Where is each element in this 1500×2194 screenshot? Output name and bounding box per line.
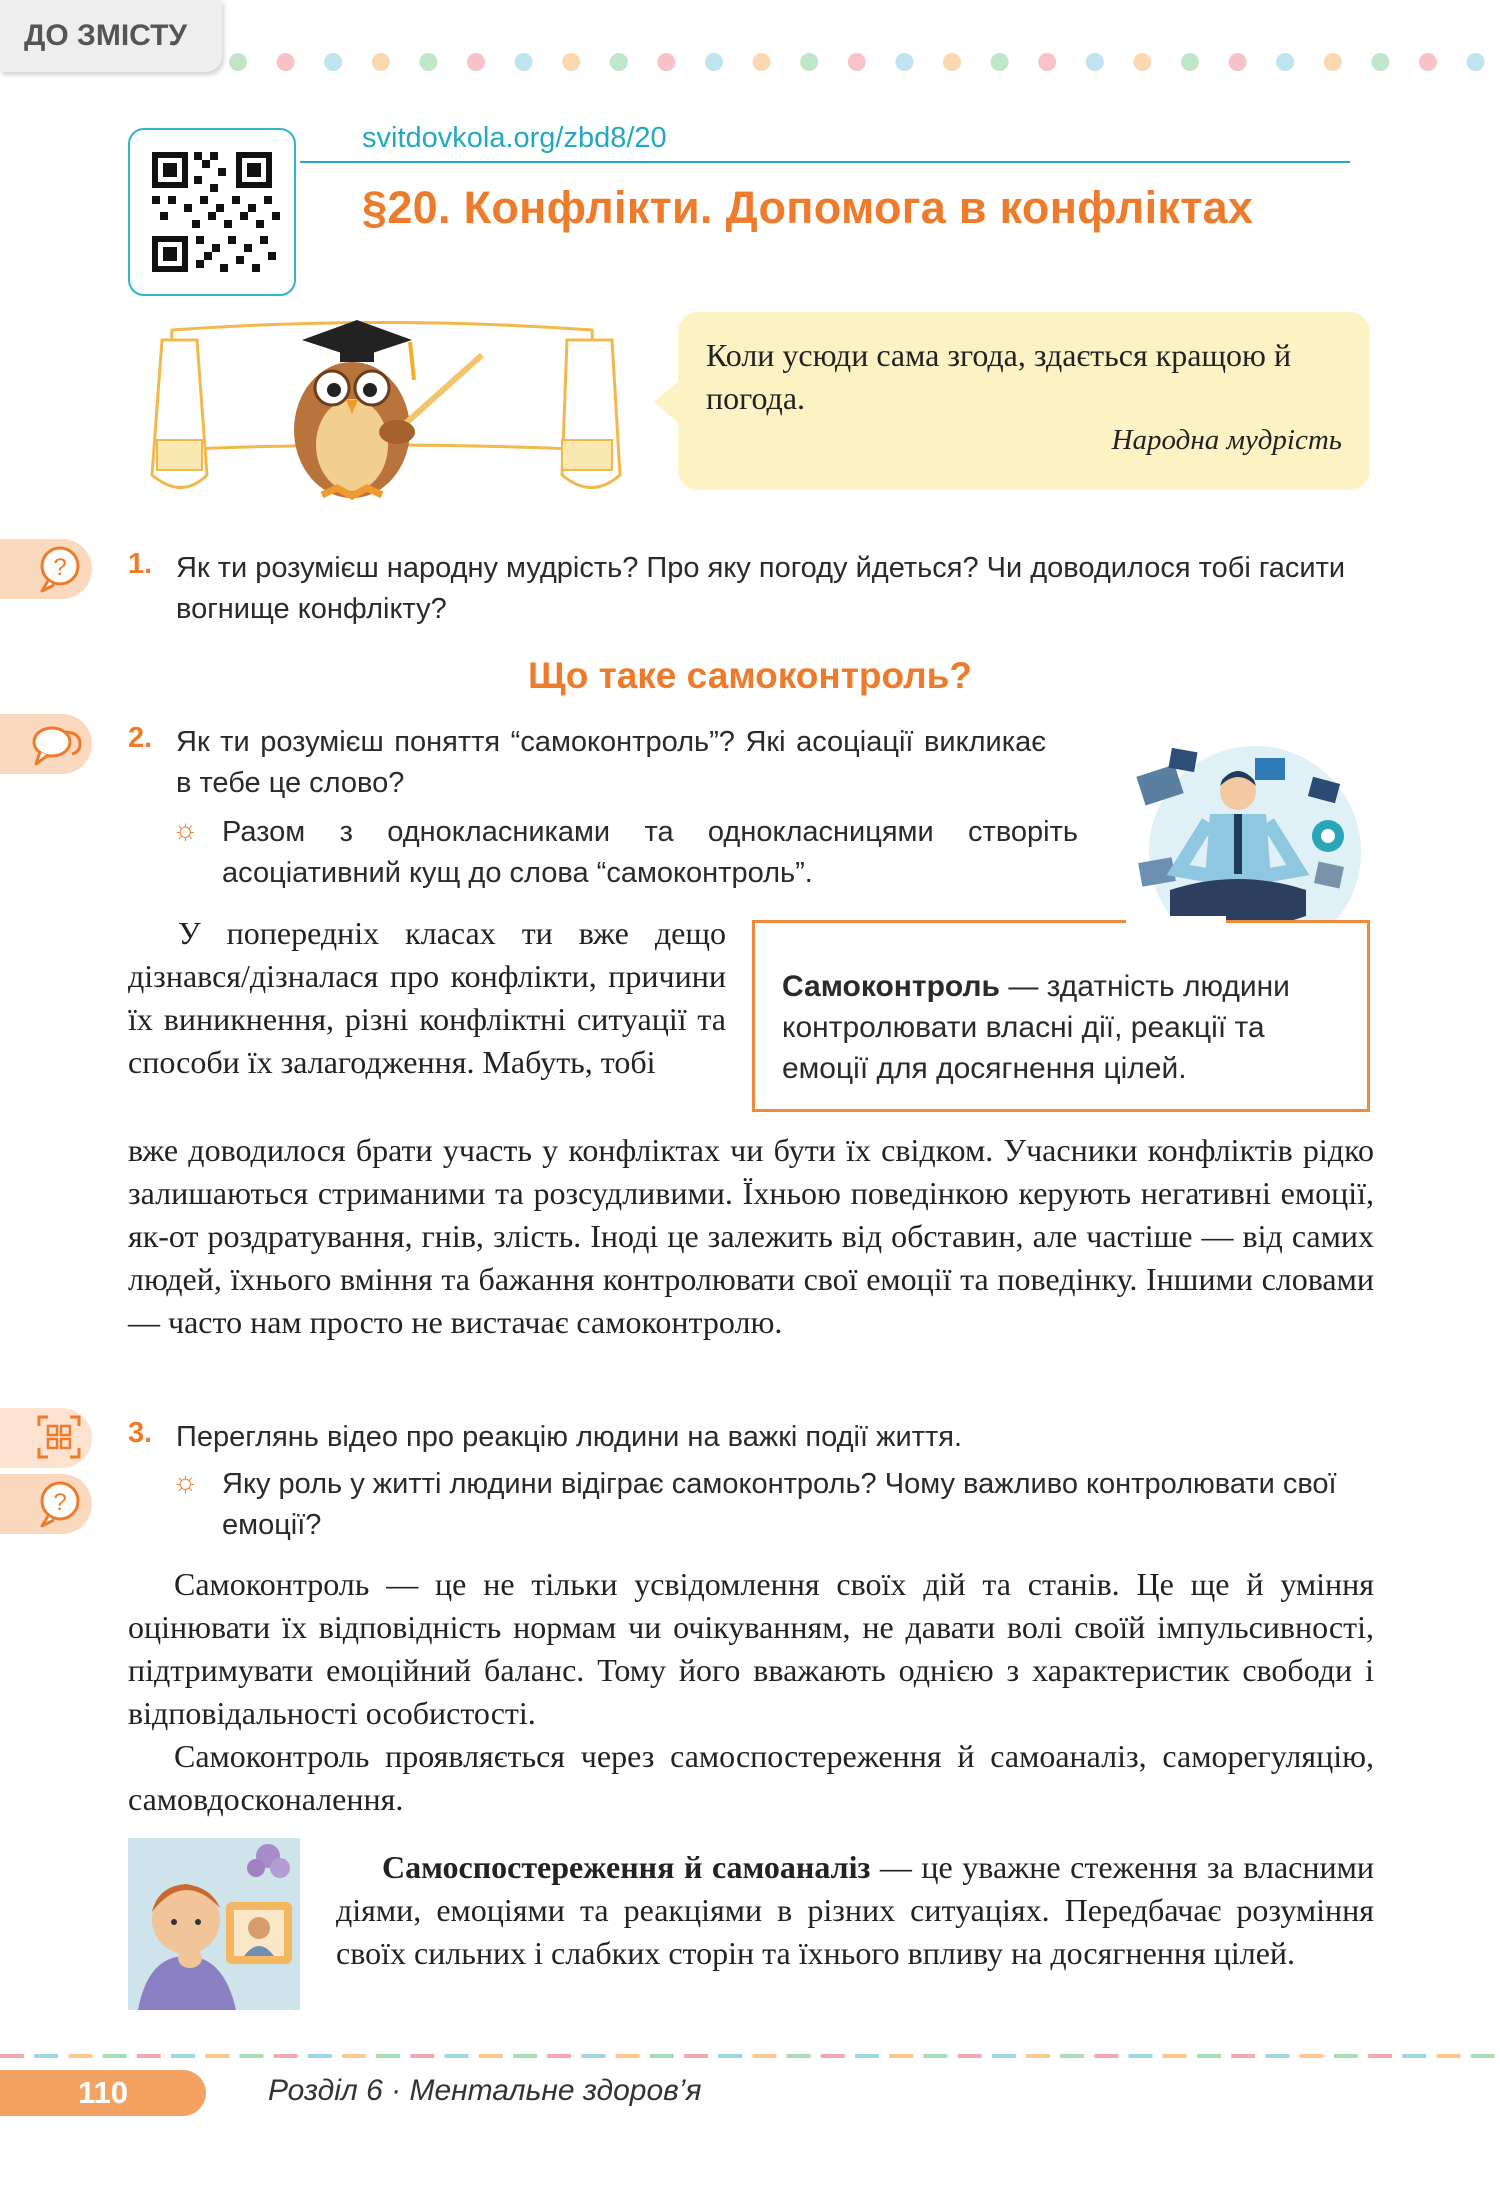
- task-2-number: 2.: [128, 722, 153, 754]
- qr-code[interactable]: [128, 128, 296, 296]
- question-tab: [0, 539, 92, 599]
- task-2-text: Як ти розумієш поняття “самоконтроль”? Які асоціації викликає в тебе це слово?: [176, 726, 1046, 799]
- self-observation-term: Самоспостереження й самоаналіз: [382, 1849, 871, 1885]
- task-3-text: Переглянь відео про реакцію людини на важкі події життя.: [176, 1421, 963, 1453]
- video-tab: [0, 1408, 92, 1468]
- task-3-number: 3.: [128, 1417, 153, 1449]
- section-heading: Що таке самоконтроль?: [528, 655, 972, 696]
- definition-term: Самоконтроль: [782, 970, 1000, 1003]
- quote-author: Народна мудрість: [1111, 424, 1342, 456]
- paragraph-1-intro: У попередніх класах ти вже дещо дізнався/дізналася про конфлікти, причини їх виникнення, різні конфліктні ситуації та способи їх залагодження. Мабуть, тобі: [128, 915, 726, 1080]
- task-2-subtask: Разом з однокласниками та однокласницями створіть асоціативний кущ до слова “самоконтроль”.: [222, 816, 1078, 889]
- task-1-number: 1.: [128, 548, 153, 580]
- paragraph-3: Самоконтроль проявляється через самоспостереження й самоаналіз, саморегуляцію, самовдосконалення.: [128, 1738, 1374, 1817]
- page-number: 110: [0, 2070, 206, 2116]
- activity-icon: ☼: [172, 814, 199, 846]
- chapter-label: Розділ 6 · Ментальне здоров’я: [268, 2074, 702, 2107]
- task-1-text: Як ти розумієш народну мудрість? Про яку погоду йдеться? Чи доводилося тобі гасити вогнище конфлікту?: [176, 552, 1346, 625]
- svg-text:?: ?: [53, 1489, 67, 1516]
- question-icon: [36, 1480, 82, 1528]
- decorative-dots: [228, 50, 1488, 74]
- paragraph-2: Самоконтроль — це не тільки усвідомлення своїх дій та станів. Це ще й уміння оцінювати їх відповідність нормам чи очікуванням, не давати волі своїй імпульсивності, підтримувати емоційний баланс. Тому його вважають однією з характеристик свободи і відповідальності особистості.: [128, 1566, 1374, 1731]
- decorative-dashes: [0, 2052, 1500, 2060]
- question-tab: [0, 1474, 92, 1534]
- box-gap: [1126, 916, 1226, 924]
- question-icon: [36, 545, 82, 593]
- qr-code-icon: [130, 130, 294, 294]
- definition-text: Самоконтроль — здатність людини контролювати власні дії, реакції та емоції для досягнення цілей.: [782, 970, 1290, 1085]
- quote-tail: [654, 380, 680, 424]
- paragraph-1-continued: вже доводилося брати участь у конфліктах чи бути їх свідком. Учасники конфліктів рідко залишаються стриманими та розсудливими. Їхньою поведінкою керують негативні емоції, як-от роздратування, гнів, злість. Іноді це залежить від обставин, але частіше — від самих людей, їхнього вміння та бажання контролювати свої емоції та поведінку. Іншими словами — часто нам просто не вистачає самоконтролю.: [128, 1132, 1374, 1340]
- quote-box: [678, 312, 1370, 490]
- owl-banner-illustration: [142, 300, 622, 510]
- task-3-subtask: Яку роль у житті людини відіграє самоконтроль? Чому важливо контролювати свої емоції?: [222, 1468, 1337, 1541]
- quote-text: Коли усюди сама згода, здається кращою й погода.: [706, 337, 1292, 416]
- qr-scan-icon: [36, 1414, 82, 1460]
- page-title: §20. Конфлікти. Допомога в конфліктах: [362, 182, 1254, 233]
- chat-bubbles-icon: [30, 720, 82, 770]
- divider: [300, 161, 1350, 163]
- toc-button[interactable]: ДО ЗМІСТУ: [0, 0, 222, 72]
- svg-text:?: ?: [53, 554, 67, 581]
- discussion-tab: [0, 714, 92, 774]
- thinking-boy-illustration: [128, 1838, 300, 2010]
- paragraph-4: Самоспостереження й самоаналіз — це уважне стеження за власними діями, емоціями та реакціями в різних ситуаціях. Передбачає розуміння своїх сильних і слабких сторін та їхнього впливу на досягнення цілей.: [336, 1849, 1374, 1971]
- resource-link[interactable]: svitdovkola.org/zbd8/20: [362, 122, 667, 154]
- activity-icon: ☼: [172, 1466, 199, 1498]
